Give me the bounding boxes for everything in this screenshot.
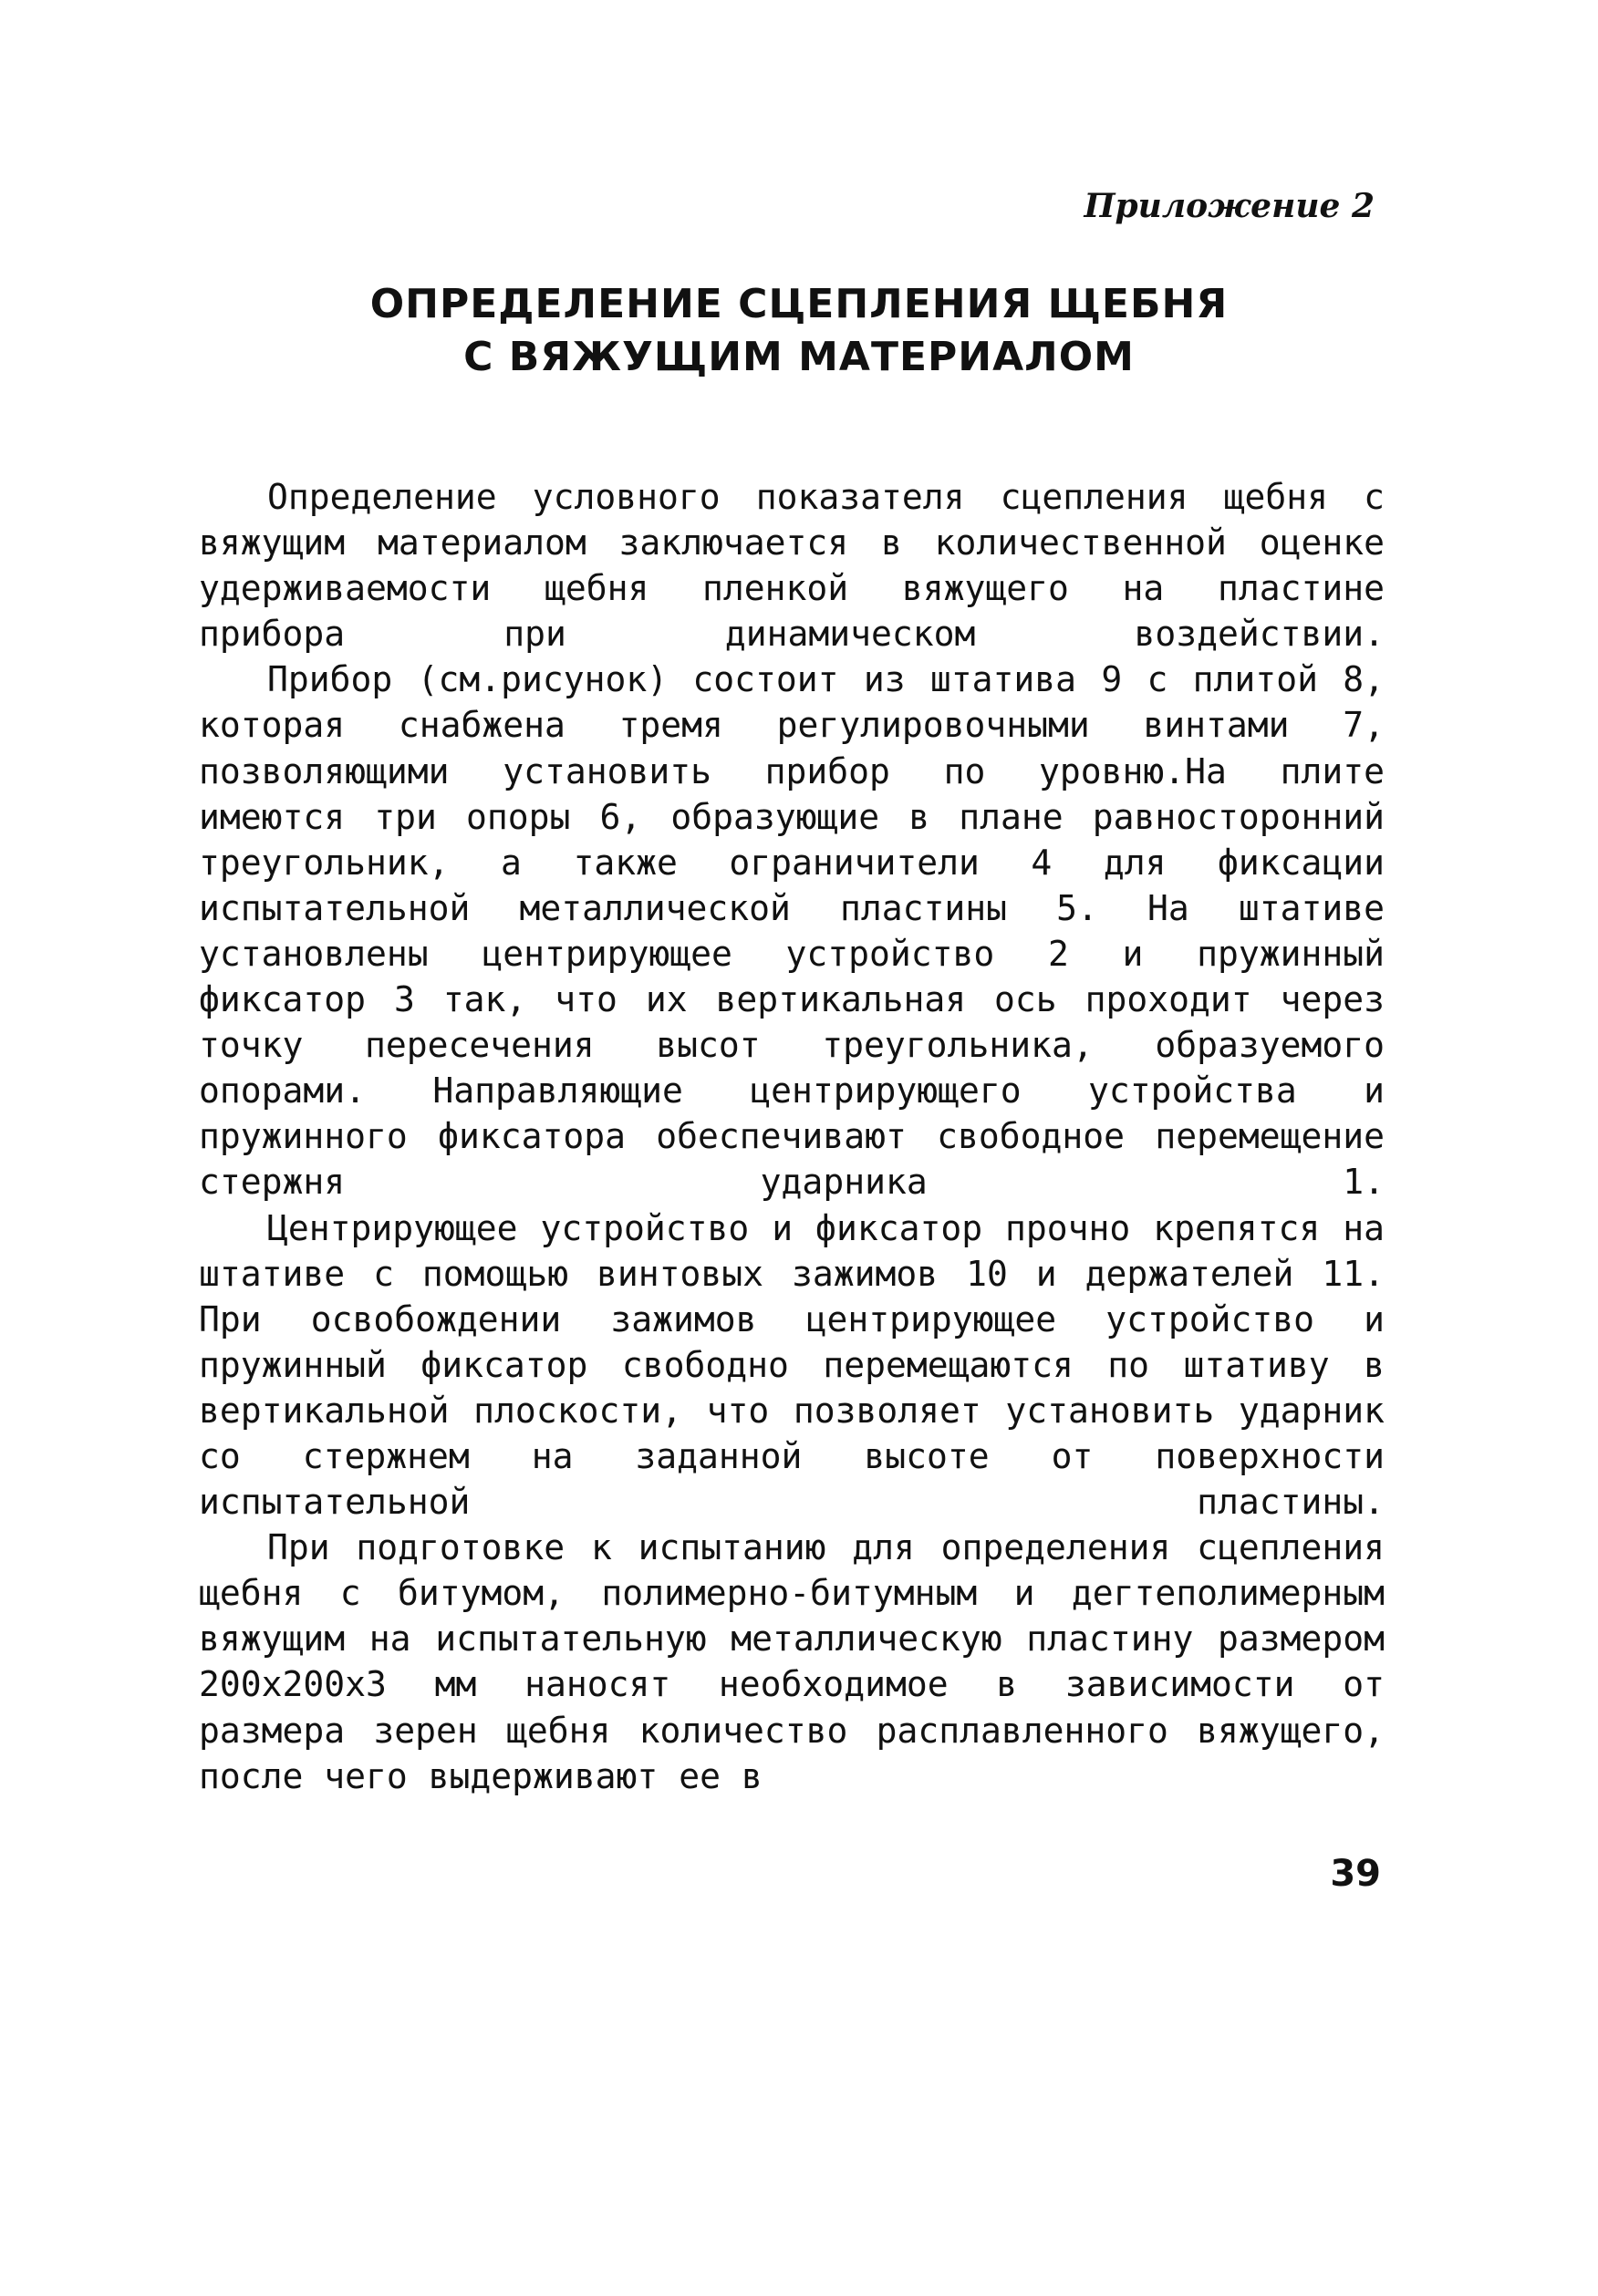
title-line-2: С ВЯЖУЩИМ МАТЕРИАЛОМ	[463, 334, 1135, 380]
page-number: 39	[1330, 1853, 1381, 1895]
appendix-label: Приложение 2	[1084, 187, 1375, 225]
paragraph-2: Прибор (см.рисунок) состоит из штатива 9 с плитой 8, которая снабжена тремя регулировочными винтами 7, позволяющими установить прибор по уровню.На плите имеются три опоры 6, образующие в плане равносторонний треугольник, а также ограничители 4 для фиксации испытательной металлической пластины 5. На штативе установлены центрирующее устройство 2 и пружинный фиксатор 3 так, что их вертикальная ось проходит через точку пересечения высот треугольника, образуемого опорами. Направляющие центрирующего устройства и пружинного фиксатора обеспечивают свободное перемещение стержня ударника 1.	[199, 659, 1385, 1203]
title-line-1: ОПРЕДЕЛЕНИЕ СЦЕПЛЕНИЯ ЩЕБНЯ	[369, 281, 1229, 327]
body-text	[199, 474, 1385, 1799]
paragraph-1: Определение условного показателя сцепления щебня с вяжущим материалом заключается в количественной оценке удерживаемости щебня пленкой вяжущего на пластине прибора при динамическом воздействии.	[199, 477, 1385, 655]
paragraph-4: При подготовке к испытанию для определения сцепления щебня с битумом, полимерно-битумным и дегтеполимерным вяжущим на испытательную металлическую пластину размером 200х200х3 мм наносят необходимое в зависимости от размера зерен щебня количество расплавленного вяжущего, после чего выдерживают ее в	[199, 1527, 1385, 1796]
page-title	[0, 278, 1598, 384]
paragraph-3: Центрирующее устройство и фиксатор прочно крепятся на штативе с помощью винтовых зажимов 10 и держателей 11. При освобождении зажимов центрирующее устройство и пружинный фиксатор свободно перемещаются по штативу в вертикальной плоскости, что позволяет установить ударник со стержнем на заданной высоте от поверхности испытательной пластины.	[199, 1207, 1385, 1523]
